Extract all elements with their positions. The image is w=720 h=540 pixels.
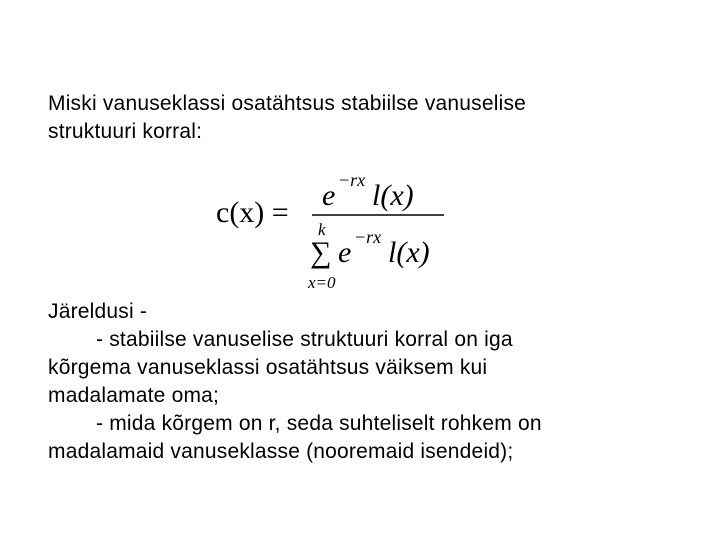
numerator-factor: l(x) [372,179,414,212]
sum-upper-limit: k [318,220,326,239]
point2-line-2: madalamaid vanuseklasse (nooremaid isendeid); [48,440,514,463]
intro-line-1: Miski vanuseklassi osatähtsus stabiilse vanuselise [48,92,527,115]
point1-line-1: - stabiilse vanuselise struktuuri korral on iga [96,328,513,351]
numerator-base: e [322,179,336,212]
sum-lower-limit: x=0 [308,273,336,292]
denominator-exponent: −rx [354,227,382,247]
intro-line-2: struktuuri korral: [48,120,203,143]
conclusion-heading: Järeldusi - [48,300,148,323]
formula [212,168,452,298]
point1-line-3: madalamate oma; [48,384,220,407]
denominator-base: e [338,236,352,269]
intro-paragraph [48,90,688,146]
point1-line-2: kõrgema vanuseklassi osatähtsus väiksem kui [48,356,488,379]
formula-lhs: c(x) = [216,196,289,229]
denominator-factor: l(x) [388,236,430,269]
sum-symbol: ∑ [310,236,332,269]
point2-line-1: - mida kõrgem on r, seda suhteliselt rohkem on [96,412,542,435]
conclusion-paragraph [48,298,688,466]
numerator-exponent: −rx [338,170,366,190]
